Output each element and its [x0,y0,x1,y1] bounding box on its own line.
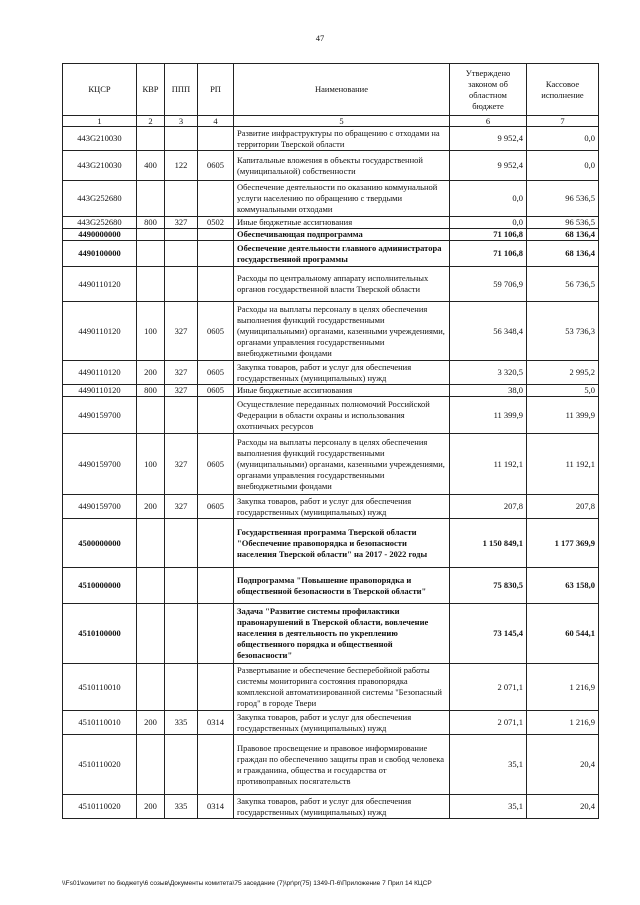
page-number: 47 [315,33,325,43]
name-cell: Подпрограмма "Повышение правопорядка и общественной безопасности в Тверской области" [234,568,450,604]
kcsr-cell: 4490110120 [63,361,137,385]
kcsr-cell: 4490110120 [63,385,137,397]
kvr-cell: 200 [137,361,165,385]
cash-cell: 63 158,0 [527,568,599,604]
rp-cell: 0605 [198,385,234,397]
table-row [63,735,599,795]
rp-cell [198,519,234,568]
column-number: 6 [450,116,527,127]
table-row [63,434,599,495]
rp-cell: 0605 [198,495,234,519]
header-ppp: ППП [165,64,198,116]
header-rp: РП [198,64,234,116]
kvr-cell [137,397,165,434]
cash-cell: 0,0 [527,127,599,151]
name-cell: Расходы по центральному аппарату исполнительных органов государственной власти Тверской области [234,267,450,302]
ppp-cell: 327 [165,495,198,519]
approved-cell: 35,1 [450,735,527,795]
approved-cell: 2 071,1 [450,711,527,735]
kvr-cell [137,229,165,241]
kcsr-cell: 4510110010 [63,664,137,711]
column-number-row [63,116,599,127]
approved-cell: 56 348,4 [450,302,527,361]
name-cell: Расходы на выплаты персоналу в целях обеспечения выполнения функций государственными (муниципальными) органами, казенными учреждениями, органами управления государственными внебюджетными фондами [234,434,450,495]
approved-cell: 3 320,5 [450,361,527,385]
name-cell: Обеспечение деятельности главного администратора государственной программы [234,241,450,267]
name-cell: Закупка товаров, работ и услуг для обеспечения государственных (муниципальных) нужд [234,795,450,819]
table-row [63,604,599,664]
rp-cell: 0314 [198,711,234,735]
rp-cell: 0605 [198,151,234,181]
name-cell: Закупка товаров, работ и услуг для обеспечения государственных (муниципальных) нужд [234,495,450,519]
rp-cell [198,604,234,664]
kvr-cell: 800 [137,385,165,397]
kcsr-cell: 443G210030 [63,151,137,181]
rp-cell [198,241,234,267]
approved-cell: 9 952,4 [450,127,527,151]
kcsr-cell: 4490159700 [63,434,137,495]
table-row [63,302,599,361]
kvr-cell [137,519,165,568]
cash-cell: 1 216,9 [527,664,599,711]
table-row [63,267,599,302]
approved-cell: 71 106,8 [450,241,527,267]
ppp-cell: 327 [165,302,198,361]
cash-cell: 0,0 [527,151,599,181]
kcsr-cell: 4490159700 [63,495,137,519]
ppp-cell [165,664,198,711]
column-number: 2 [137,116,165,127]
cash-cell: 56 736,5 [527,267,599,302]
header-kvr: КВР [137,64,165,116]
rp-cell [198,568,234,604]
header-cash: Кассовое исполнение [527,64,599,116]
cash-cell: 96 536,5 [527,217,599,229]
kcsr-cell: 4500000000 [63,519,137,568]
name-cell: Расходы на выплаты персоналу в целях обеспечения выполнения функций государственными (муниципальными) органами, казенными учреждениями, органами управления государственными внебюджетными фондами [234,302,450,361]
table-row [63,151,599,181]
kvr-cell: 400 [137,151,165,181]
name-cell: Задача "Развитие системы профилактики правонарушений в Тверской области, вовлечение населения в деятельность по укреплению общественного порядка и общественной безопасности" [234,604,450,664]
table-row [63,519,599,568]
cash-cell: 68 136,4 [527,241,599,267]
kvr-cell: 200 [137,795,165,819]
column-number: 7 [527,116,599,127]
table-row [63,127,599,151]
kcsr-cell: 4510110010 [63,711,137,735]
kcsr-cell: 4510100000 [63,604,137,664]
table-row [63,664,599,711]
table-row [63,217,599,229]
footer-file-path: \\Fs01\комитет по бюджету\6 созыв\Документы комитета\75 заседание (7)\pr\pr(75) 1349-П-6\Приложение 7 Прил 14 КЦСР [62,880,432,887]
rp-cell: 0314 [198,795,234,819]
approved-cell: 207,8 [450,495,527,519]
cash-cell: 96 536,5 [527,181,599,217]
table-row [63,361,599,385]
kvr-cell: 200 [137,711,165,735]
name-cell: Осуществление переданных полномочий Российской Федерации в области охраны и использования охотничьих ресурсов [234,397,450,434]
cash-cell: 60 544,1 [527,604,599,664]
column-number: 4 [198,116,234,127]
kcsr-cell: 4490000000 [63,229,137,241]
kvr-cell [137,604,165,664]
cash-cell: 5,0 [527,385,599,397]
header-kcsr: КЦСР [63,64,137,116]
kvr-cell [137,127,165,151]
rp-cell: 0605 [198,361,234,385]
approved-cell: 1 150 849,1 [450,519,527,568]
name-cell: Правовое просвещение и правовое информирование граждан по обеспечению защиты прав и свобод человека и гражданина, общества и государства от противоправных посягательств [234,735,450,795]
kcsr-cell: 443G210030 [63,127,137,151]
name-cell: Иные бюджетные ассигнования [234,217,450,229]
ppp-cell: 335 [165,711,198,735]
ppp-cell [165,127,198,151]
table-row [63,241,599,267]
name-cell: Обеспечение деятельности по оказанию коммунальной услуги населению по обращению с твердыми коммунальными отходами [234,181,450,217]
cash-cell: 20,4 [527,795,599,819]
ppp-cell: 122 [165,151,198,181]
approved-cell: 11 192,1 [450,434,527,495]
approved-cell: 11 399,9 [450,397,527,434]
approved-cell: 38,0 [450,385,527,397]
kvr-cell: 200 [137,495,165,519]
ppp-cell: 327 [165,217,198,229]
table-row [63,568,599,604]
rp-cell [198,735,234,795]
kvr-cell [137,267,165,302]
table-row [63,795,599,819]
cash-cell: 20,4 [527,735,599,795]
approved-cell: 75 830,5 [450,568,527,604]
name-cell: Капитальные вложения в объекты государственной (муниципальной) собственности [234,151,450,181]
column-number: 3 [165,116,198,127]
rp-cell [198,267,234,302]
kvr-cell: 100 [137,302,165,361]
kvr-cell: 800 [137,217,165,229]
kvr-cell [137,568,165,604]
kcsr-cell: 4510000000 [63,568,137,604]
kcsr-cell: 4490159700 [63,397,137,434]
table-row [63,495,599,519]
cash-cell: 11 399,9 [527,397,599,434]
ppp-cell: 327 [165,385,198,397]
rp-cell: 0605 [198,302,234,361]
approved-cell: 73 145,4 [450,604,527,664]
name-cell: Обеспечивающая подпрограмма [234,229,450,241]
cash-cell: 11 192,1 [527,434,599,495]
kcsr-cell: 4490110120 [63,267,137,302]
ppp-cell [165,735,198,795]
rp-cell [198,127,234,151]
name-cell: Государственная программа Тверской области "Обеспечение правопорядка и безопасности населения Тверской области" на 2017 - 2022 годы [234,519,450,568]
name-cell: Закупка товаров, работ и услуг для обеспечения государственных (муниципальных) нужд [234,711,450,735]
rp-cell: 0502 [198,217,234,229]
kvr-cell [137,664,165,711]
rp-cell [198,181,234,217]
table-row [63,711,599,735]
name-cell: Развитие инфраструктуры по обращению с отходами на территории Тверской области [234,127,450,151]
table-row [63,397,599,434]
rp-cell [198,664,234,711]
ppp-cell [165,267,198,302]
approved-cell: 0,0 [450,217,527,229]
approved-cell: 0,0 [450,181,527,217]
cash-cell: 207,8 [527,495,599,519]
ppp-cell [165,604,198,664]
ppp-cell: 327 [165,434,198,495]
cash-cell: 1 177 369,9 [527,519,599,568]
approved-cell: 35,1 [450,795,527,819]
header-approved: Утверждено законом об областном бюджете [450,64,527,116]
cash-cell: 2 995,2 [527,361,599,385]
name-cell: Развертывание и обеспечение бесперебойной работы системы мониторинга состояния правопорядка комплексной автоматизированной системы "Безопасный город" в городе Твери [234,664,450,711]
table-row [63,229,599,241]
ppp-cell [165,229,198,241]
budget-table [62,63,599,819]
ppp-cell [165,397,198,434]
ppp-cell: 327 [165,361,198,385]
header-name: Наименование [234,64,450,116]
column-number: 5 [234,116,450,127]
kcsr-cell: 4490100000 [63,241,137,267]
table-row [63,181,599,217]
kvr-cell: 100 [137,434,165,495]
rp-cell [198,397,234,434]
kcsr-cell: 4490110120 [63,302,137,361]
column-number: 1 [63,116,137,127]
name-cell: Закупка товаров, работ и услуг для обеспечения государственных (муниципальных) нужд [234,361,450,385]
ppp-cell [165,181,198,217]
rp-cell [198,229,234,241]
kcsr-cell: 443G252680 [63,181,137,217]
approved-cell: 2 071,1 [450,664,527,711]
ppp-cell [165,519,198,568]
approved-cell: 71 106,8 [450,229,527,241]
kvr-cell [137,241,165,267]
ppp-cell: 335 [165,795,198,819]
cash-cell: 53 736,3 [527,302,599,361]
cash-cell: 68 136,4 [527,229,599,241]
kcsr-cell: 4510110020 [63,735,137,795]
table-header-row [63,64,599,116]
approved-cell: 9 952,4 [450,151,527,181]
kvr-cell [137,181,165,217]
table-row [63,385,599,397]
approved-cell: 59 706,9 [450,267,527,302]
kcsr-cell: 4510110020 [63,795,137,819]
cash-cell: 1 216,9 [527,711,599,735]
rp-cell: 0605 [198,434,234,495]
name-cell: Иные бюджетные ассигнования [234,385,450,397]
kcsr-cell: 443G252680 [63,217,137,229]
ppp-cell [165,241,198,267]
ppp-cell [165,568,198,604]
kvr-cell [137,735,165,795]
